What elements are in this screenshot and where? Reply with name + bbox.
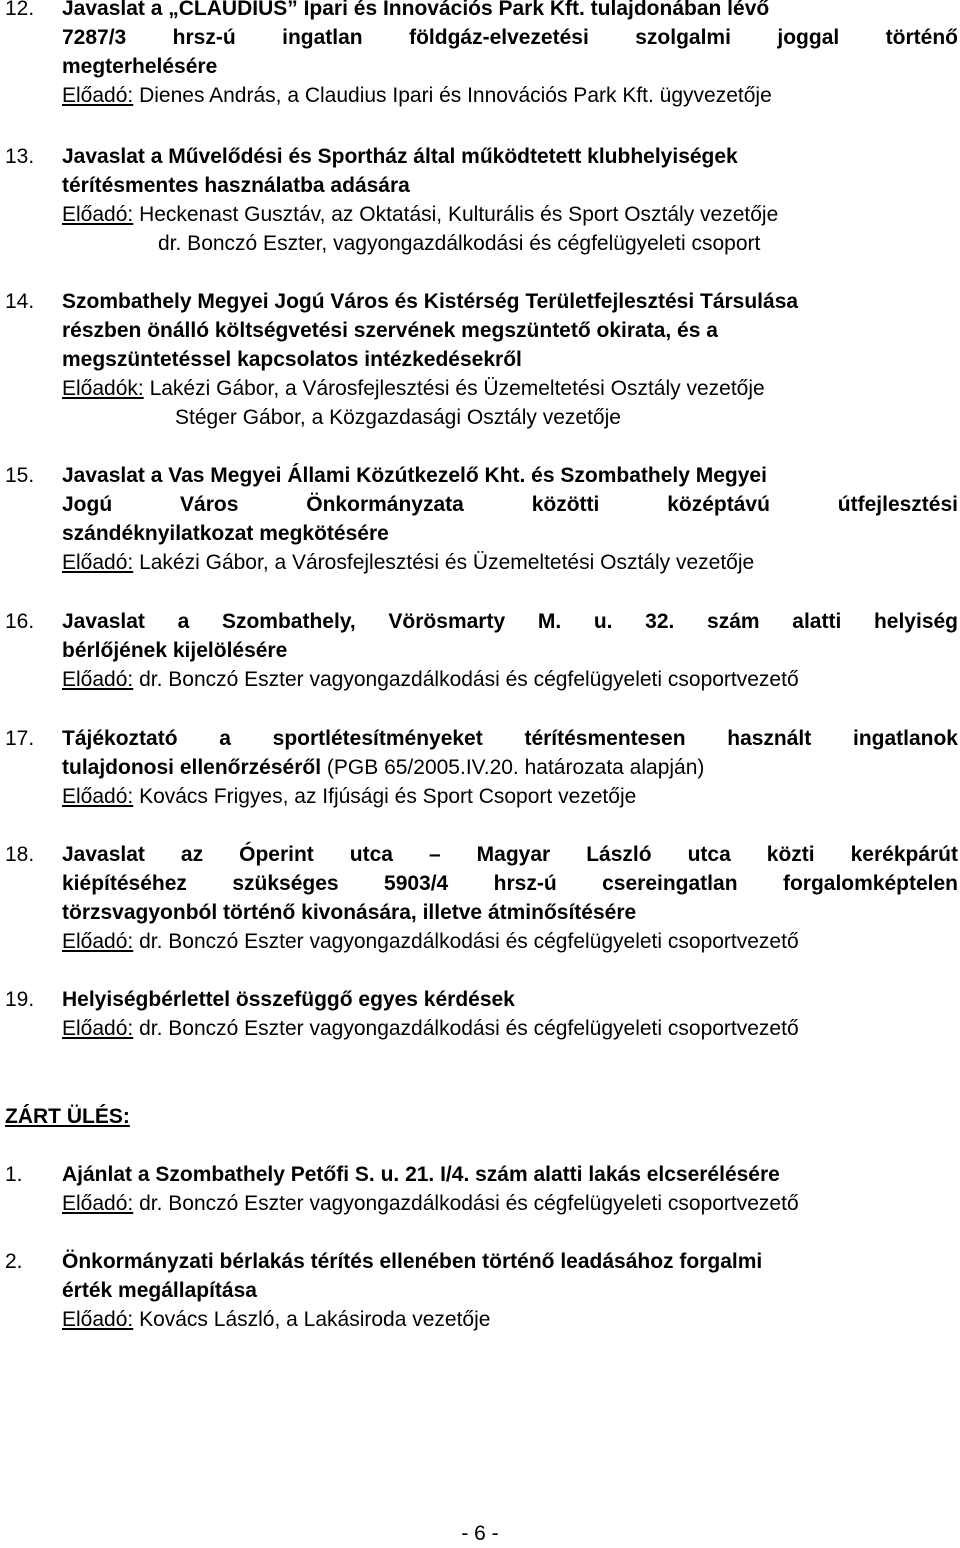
item-title-bold: tulajdonosi ellenőrzéséről — [62, 756, 322, 779]
presenter-name: Kovács Frigyes, az Ifjúsági és Sport Csoport vezetője — [133, 785, 637, 808]
presenter-name: dr. Bonczó Eszter vagyongazdálkodási és cégfelügyeleti csoportvezető — [133, 1192, 799, 1215]
item-title-line: Javaslat a Szombathely, Vörösmarty M. u. 32. szám alatti helyiség — [62, 610, 958, 633]
presenter-label: Előadó: — [62, 785, 134, 808]
item-title-line: Javaslat a Művelődési és Sportház által működtetett klubhelyiségek — [62, 145, 738, 168]
closed-session-heading: ZÁRT ÜLÉS: — [5, 1105, 130, 1128]
item-title-line: törzsvagyonból történő kivonására, illetve átminősítésére — [62, 901, 637, 924]
item-title-line: Tájékoztató a sportlétesítményeket térítésmentesen használt ingatlanok — [62, 727, 958, 750]
presenter-name: dr. Bonczó Eszter vagyongazdálkodási és cégfelügyeleti csoportvezető — [133, 930, 799, 953]
item-title-line: Javaslat a „CLAUDIUS” Ipari és Innovációs Park Kft. tulajdonában lévő — [62, 0, 770, 20]
presenter-label: Előadók: — [62, 377, 144, 400]
presenter-name: Heckenast Gusztáv, az Oktatási, Kulturális és Sport Osztály vezetője — [133, 203, 779, 226]
item-number: 1. — [5, 1163, 23, 1186]
presenter-line — [62, 782, 958, 811]
item-title-normal: (PGB 65/2005.IV.20. határozata alapján) — [321, 756, 705, 779]
presenter-line — [62, 665, 958, 694]
item-title-line: Önkormányzati bérlakás térítés ellenében történő leadásához forgalmi — [62, 1250, 763, 1273]
item-number: 16. — [5, 610, 35, 633]
item-title-line: kiépítéséhez szükséges 5903/4 hrsz-ú csereingatlan forgalomképtelen — [62, 872, 958, 895]
item-title-line: Javaslat a Vas Megyei Állami Közútkezelő Kht. és Szombathely Megyei — [62, 464, 767, 487]
item-number: 12. — [5, 0, 35, 20]
presenter-label: Előadó: — [62, 84, 134, 107]
presenter-line — [62, 374, 958, 403]
presenter-label: Előadó: — [62, 668, 134, 691]
item-title-line: 7287/3 hrsz-ú ingatlan földgáz-elvezetési szolgalmi joggal történő — [62, 26, 958, 49]
item-number: 15. — [5, 464, 35, 487]
item-title-line: érték megállapítása — [62, 1279, 257, 1302]
item-title-line: Szombathely Megyei Jogú Város és Kistérség Területfejlesztési Társulása — [62, 290, 799, 313]
presenter-line — [62, 927, 958, 956]
item-title-line: Jogú Város Önkormányzata közötti középtávú útfejlesztési — [62, 493, 958, 516]
presenter-name: dr. Bonczó Eszter vagyongazdálkodási és cégfelügyeleti csoportvezető — [133, 1017, 799, 1040]
item-number: 14. — [5, 290, 35, 313]
item-number: 2. — [5, 1250, 23, 1273]
item-number: 18. — [5, 843, 35, 866]
presenter-line — [62, 1305, 958, 1334]
item-title-line: Helyiségbérlettel összefüggő egyes kérdések — [62, 988, 515, 1011]
presenter-name: Lakézi Gábor, a Városfejlesztési és Üzemeltetési Osztály vezetője — [143, 377, 765, 400]
presenter-line — [62, 548, 958, 577]
presenter-name: Lakézi Gábor, a Városfejlesztési és Üzemeltetési Osztály vezetője — [133, 551, 755, 574]
presenter-line-2: dr. Bonczó Eszter, vagyongazdálkodási és cégfelügyeleti csoport — [158, 232, 761, 255]
item-title-line: Ajánlat a Szombathely Petőfi S. u. 21. I/4. szám alatti lakás elcserélésére — [62, 1163, 780, 1186]
presenter-line — [62, 1014, 958, 1043]
presenter-name: Kovács László, a Lakásiroda vezetője — [133, 1308, 491, 1331]
item-title-line: térítésmentes használatba adására — [62, 174, 410, 197]
item-title-line: megszüntetéssel kapcsolatos intézkedésekről — [62, 348, 522, 371]
presenter-label: Előadó: — [62, 1308, 134, 1331]
item-title-line: szándéknyilatkozat megkötésére — [62, 522, 389, 545]
presenter-label: Előadó: — [62, 203, 134, 226]
presenter-line — [62, 1189, 958, 1218]
presenter-label: Előadó: — [62, 1017, 134, 1040]
item-title-line: megterhelésére — [62, 55, 218, 78]
presenter-name: Dienes András, a Claudius Ipari és Innovációs Park Kft. ügyvezetője — [133, 84, 772, 107]
page-number: - 6 - — [461, 1522, 499, 1545]
presenter-line — [62, 81, 958, 110]
presenter-name: dr. Bonczó Eszter vagyongazdálkodási és cégfelügyeleti csoportvezető — [133, 668, 799, 691]
item-title-line: részben önálló költségvetési szervének megszüntető okirata, és a — [62, 319, 718, 342]
presenter-line-2: Stéger Gábor, a Közgazdasági Osztály vezetője — [175, 406, 621, 429]
item-number: 13. — [5, 145, 35, 168]
item-number: 17. — [5, 727, 35, 750]
item-title-line: bérlőjének kijelölésére — [62, 639, 288, 662]
presenter-line — [62, 200, 958, 229]
presenter-label: Előadó: — [62, 551, 134, 574]
item-number: 19. — [5, 988, 35, 1011]
item-title-line: Javaslat az Óperint utca – Magyar László utca közti kerékpárút — [62, 843, 958, 866]
presenter-label: Előadó: — [62, 930, 134, 953]
presenter-label: Előadó: — [62, 1192, 134, 1215]
item-title-line-2 — [62, 753, 958, 782]
